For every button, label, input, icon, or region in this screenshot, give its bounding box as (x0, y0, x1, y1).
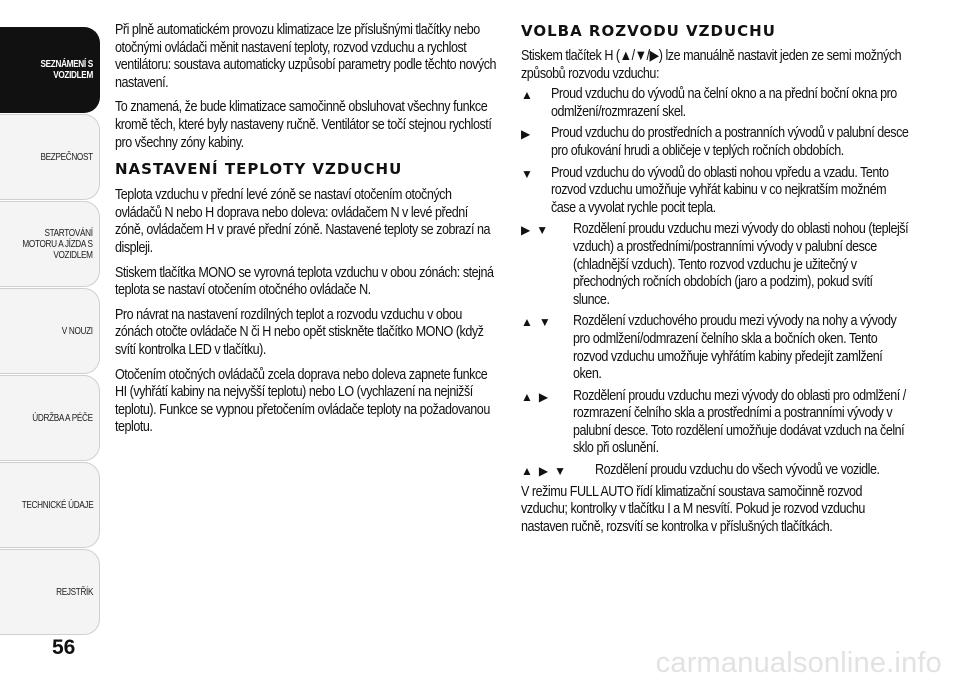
option-icons (521, 314, 551, 330)
tab-rejstrik[interactable]: REJSTŘÍK (0, 549, 100, 635)
right-column (521, 22, 911, 543)
arrow-up-icon: ▲ (521, 88, 533, 103)
arrow-down-icon: ▼ (536, 223, 549, 238)
paragraph: Teplota vzduchu v přední levé zóně se nastaví otočením otočných ovládačů N nebo H doprava nebo doleva: ovládačem N v levé přední zóně, ovládačem H v pravé přední zóně. Nastavené teploty se zobrazí na displeji. (115, 187, 491, 256)
tab-bezpecnost[interactable]: BEZPEČNOST (0, 114, 100, 200)
option-icons (521, 463, 566, 479)
distribution-option (521, 313, 911, 383)
option-text: Rozdělení proudu vzduchu do všech vývodů ve vozidle. (595, 462, 880, 479)
tab-v-nouzi[interactable]: V NOUZI (0, 288, 100, 374)
option-text: Rozdělení proudu vzduchu mezi vývody do oblasti nohou (teplejší vzduch) a prostředními/postranními vývody v palubní desce (chladnější vzduch). Tento rozvod vzduchu je užitečný v přechodných ročních obdobích (jaro a podzim), pokud svítí slunce. (573, 221, 909, 308)
arrow-down-icon: ▼ (521, 166, 533, 181)
arrow-right-icon: ▶ (521, 127, 531, 142)
option-text: Rozdělení proudu vzduchu mezi vývody do oblasti pro odmlžení / rozmrazení čelního skla a prostředními a postranními vývody v palubní desce. Toto rozdělení umožňuje dodávat vzduch na čelní sklo při oslunění. (573, 387, 906, 457)
arrow-down-icon: ▼ (554, 464, 567, 479)
distribution-option (521, 388, 911, 458)
arrow-right-icon: ▶ (521, 223, 531, 238)
arrow-right-icon: ▶ (538, 464, 549, 479)
arrow-up-icon: ▲ (521, 389, 533, 404)
arrow-right-icon: ▶ (538, 389, 549, 404)
tab-seznameni-s-vozidlem[interactable]: SEZNÁMENÍ S VOZIDLEM (0, 27, 100, 113)
distribution-option (521, 165, 911, 218)
distribution-option (521, 125, 911, 160)
watermark: carmanualsonline.info (655, 647, 942, 679)
option-icons (521, 87, 533, 103)
distribution-option (521, 462, 911, 480)
tab-udrzba-a-pece[interactable]: ÚDRŽBA A PÉČE (0, 375, 100, 461)
left-column (115, 22, 500, 444)
page-number: 56 (52, 636, 76, 659)
arrow-up-icon: ▲ (521, 464, 533, 479)
section-heading-rozvod: VOLBA ROZVODU VZDUCHU (521, 22, 776, 40)
option-icons (521, 222, 548, 238)
option-text: Proud vzduchu do vývodů do oblasti nohou vpředu a vzadu. Tento rozvod vzduchu umožňuje vyhřát kabinu v co nejkratším možném čase a vyvolat rychle pocit tepla. (551, 164, 889, 216)
paragraph: To znamená, že bude klimatizace samočinně obsluhovat všechny funkce kromě těch, které byly nastaveny ručně. Ventilátor se točí stejnou rychlostí pro všechny zóny kabiny. (115, 99, 492, 151)
arrow-up-icon: ▲ (521, 315, 533, 330)
section-heading-teplota: NASTAVENÍ TEPLOTY VZDUCHU (115, 160, 403, 179)
air-distribution-options (521, 86, 911, 479)
paragraph: Pro návrat na nastavení rozdílných teplot a rozvodu vzduchu v obou zónách otočte ovládače N či H nebo opět stiskněte tlačítko MONO (když svítí kontrolka LED v tlačítku). (115, 306, 484, 358)
distribution-option (521, 86, 911, 121)
chapter-tabs (0, 27, 100, 636)
option-text: Proud vzduchu do vývodů na čelní okno a na přední boční okna pro odmlžení/rozmrazení skel. (551, 86, 897, 120)
paragraph: Otočením otočných ovládačů zcela doprava nebo doleva zapnete funkce HI (vyhřátí kabiny na nejvyšší teplotu) nebo LO (vychlazení na nejnižší teplotu). Funkce se vypnou přetočením ovládače teploty na požadovanou teplotu. (115, 366, 490, 436)
option-icons (521, 126, 530, 142)
paragraph: Stiskem tlačítka MONO se vyrovná teplota vzduchu v obou zónách: stejná teplota se nastaví otočením otočného ovládače N. (115, 264, 494, 299)
option-icons (521, 389, 548, 405)
option-text: Rozdělení vzduchového proudu mezi vývody na nohy a vývody pro odmlžení/odmrazení čelního skla a bočních oken. Tento rozvod vzduchu umožňuje vyhřátím kabiny předejít zamlžení oken. (573, 313, 897, 383)
arrow-down-icon: ▼ (538, 315, 551, 330)
paragraph: Při plně automatickém provozu klimatizace lze příslušnými tlačítky nebo otočnými ovládači měnit nastavení teploty, rozvod vzduchu a rychlost ventilátoru: soustava automaticky uzpůsobí parametry podle těchto nových nastavení. (115, 22, 497, 91)
option-text: Proud vzduchu do prostředních a postranních vývodů v palubní desce pro ofukování hrudi a obličeje v teplých ročních obdobích. (551, 125, 909, 159)
tab-startovani[interactable]: STARTOVÁNÍ MOTORU A JÍZDA S VOZIDLEM (0, 201, 100, 287)
option-icons (521, 166, 533, 182)
tab-technicke-udaje[interactable]: TECHNICKÉ ÚDAJE (0, 462, 100, 548)
paragraph: Stiskem tlačítek H (▲/▼/▶) lze manuálně nastavit jeden ze semi možných způsobů rozvodu vzduchu: (521, 48, 902, 82)
paragraph: V režimu FULL AUTO řídí klimatizační soustava samočinně rozvod vzduchu; kontrolky v tlačítku I a M nesvítí. Pokud je rozvod vzduchu nastaven ručně, rozsvítí se kontrolka v příslušných tlačítkách. (521, 483, 865, 535)
distribution-option (521, 221, 911, 309)
